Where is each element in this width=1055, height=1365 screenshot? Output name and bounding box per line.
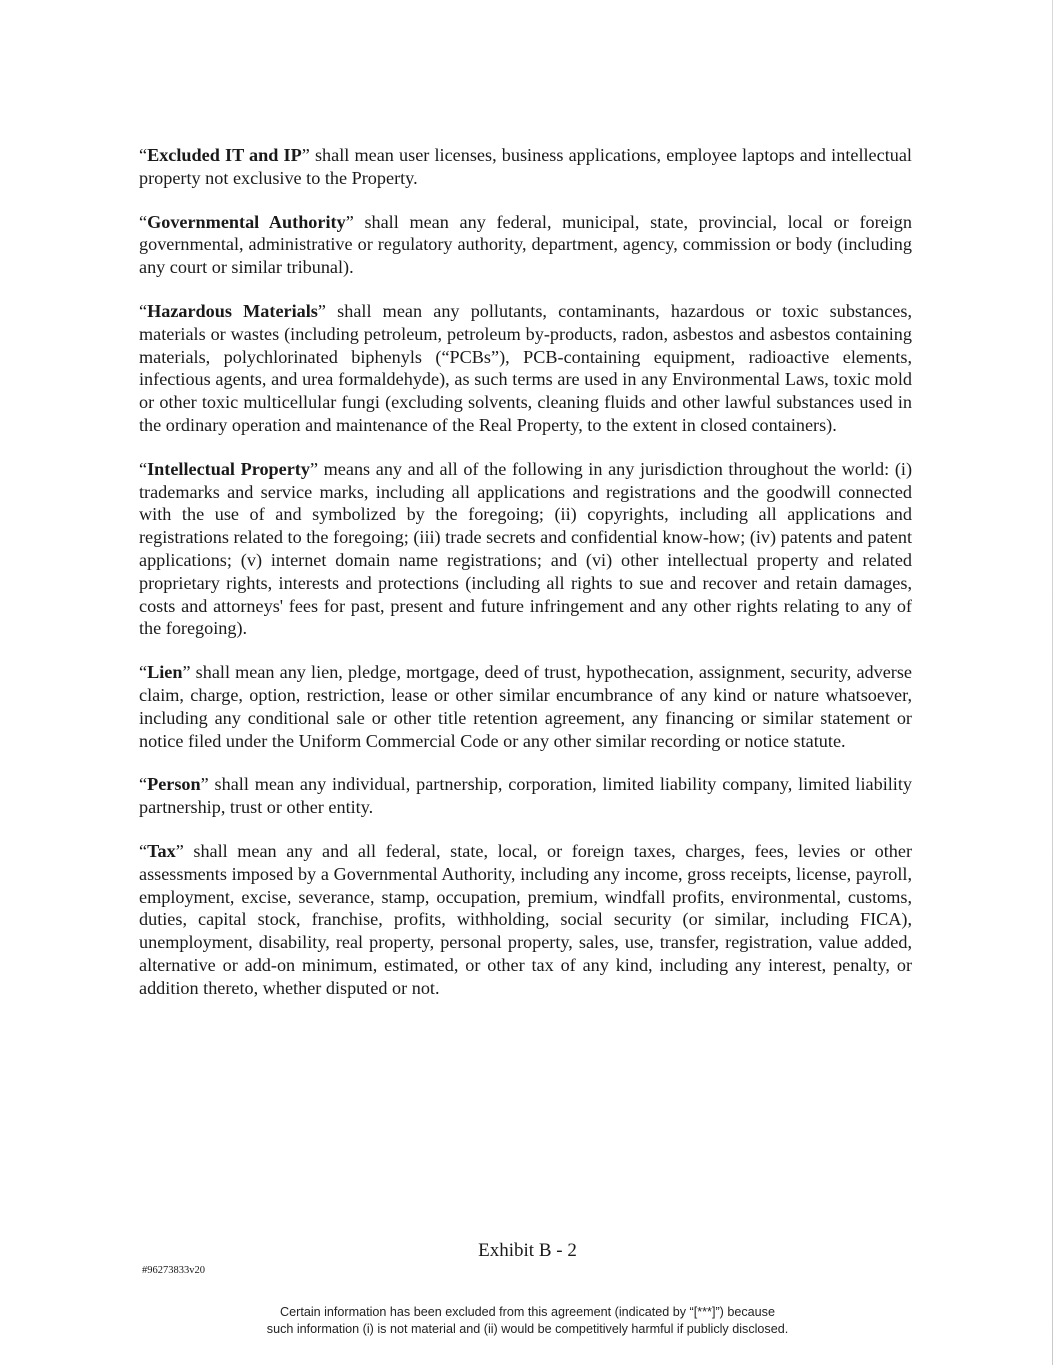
definition-text: shall mean any individual, partnership, corporation, limited liability company, limited liability partnership, trust or other entity. bbox=[139, 774, 912, 818]
definition-text: shall mean user licenses, business applications, employee laptops and intellectual property not exclusive to the Property. bbox=[139, 145, 912, 188]
redaction-disclaimer bbox=[0, 1304, 1055, 1338]
term-person: Person bbox=[147, 774, 201, 795]
definition-hazardous-materials: “Hazardous Materials” shall mean any pollutants, contaminants, hazardous or toxic substances, materials or wastes (including petroleum, petroleum by-products, radon, asbestos and asbestos containing materials, polychlorinated biphenyls (“PCBs”), PCB-containing equipment, radioactive elements, infectious agents, and urea formaldehyde), as such terms are used in any Environmental Laws, toxic mold or other toxic multicellular fungi (excluding solvents, cleaning fluids and other lawful substances used in the ordinary operation and maintenance of the Real Property, to the extent in closed containers). bbox=[139, 300, 912, 435]
definition-governmental-authority: “Governmental Authority” shall mean any federal, municipal, state, provincial, local or foreign governmental, administrative or regulatory authority, department, agency, commission or body (including any court or similar tribunal). bbox=[139, 211, 912, 278]
page-edge-line bbox=[1052, 0, 1053, 1365]
definitions-section bbox=[139, 144, 912, 1021]
definition-text: shall mean any and all federal, state, local, or foreign taxes, charges, fees, levies or other assessments imposed by a Governmental Authority, including any income, gross receipts, license, payroll, employment, excise, severance, stamp, occupation, premium, windfall profits, environmental, customs, duties, capital stock, franchise, profits, withholding, social security (or similar, including FICA), unemployment, disability, real property, personal property, sales, use, transfer, registration, value added, alternative or add-on minimum, estimated, or other tax of any kind, including any interest, penalty, or addition thereto, whether disputed or not. bbox=[139, 840, 912, 998]
definition-excluded-it-and-ip: “Excluded IT and IP” shall mean user licenses, business applications, employee laptops and intellectual property not exclusive to the Property. bbox=[139, 145, 912, 188]
term-tax: Tax bbox=[147, 840, 176, 861]
definition-lien: “Lien” shall mean any lien, pledge, mortgage, deed of trust, hypothecation, assignment, security, adverse claim, charge, option, restriction, lease or other similar encumbrance of any kind or nature whatsoever, including any conditional sale or other title retention agreement, any financing or similar statement or notice filed under the Uniform Commercial Code or any other similar recording or notice statute. bbox=[139, 662, 912, 751]
term-hazardous-materials: Hazardous Materials bbox=[147, 300, 318, 321]
definition-text: shall mean any federal, municipal, state, provincial, local or foreign governmental, administrative or regulatory authority, department, agency, commission or body (including any court or similar tribunal). bbox=[139, 211, 912, 278]
term-intellectual-property: Intellectual Property bbox=[147, 458, 310, 479]
disclaimer-line-1: Certain information has been excluded from this agreement (indicated by “[***]”) because bbox=[280, 1305, 775, 1319]
definition-text: means any and all of the following in any jurisdiction throughout the world: (i) trademarks and service marks, including all applications and registrations and the goodwill connected with the use of and symbolized by the foregoing; (ii) copyrights, including all applications and registrations related to the foregoing; (iii) trade secrets and confidential know-how; (iv) patents and patent applications; (v) internet domain name registrations; and (vi) other intellectual property and related proprietary rights, interests and protections (including all rights to sue and recover and retain damages, costs and attorneys' fees for past, present and future infringement and any other rights relating to any of the foregoing). bbox=[139, 458, 912, 639]
term-governmental-authority: Governmental Authority bbox=[147, 211, 346, 232]
term-excluded-it-and-ip: Excluded IT and IP bbox=[147, 145, 302, 165]
term-lien: Lien bbox=[147, 662, 183, 683]
definition-text: shall mean any lien, pledge, mortgage, deed of trust, hypothecation, assignment, security, adverse claim, charge, option, restriction, lease or other similar encumbrance of any kind or nature whatsoever, including any conditional sale or other title retention agreement, any financing or similar statement or notice filed under the Uniform Commercial Code or any other similar recording or notice statute. bbox=[139, 662, 912, 751]
definition-tax: “Tax” shall mean any and all federal, state, local, or foreign taxes, charges, fees, levies or other assessments imposed by a Governmental Authority, including any income, gross receipts, license, payroll, employment, excise, severance, stamp, occupation, premium, windfall profits, environmental, customs, duties, capital stock, franchise, profits, withholding, social security (or similar, including FICA), unemployment, disability, real property, personal property, sales, use, transfer, registration, value added, alternative or add-on minimum, estimated, or other tax of any kind, including any interest, penalty, or addition thereto, whether disputed or not. bbox=[139, 840, 912, 998]
document-number: #96273833v20 bbox=[142, 1265, 205, 1276]
definition-text: shall mean any pollutants, contaminants, hazardous or toxic substances, materials or wastes (including petroleum, petroleum by-products, radon, asbestos and asbestos containing materials, polychlorinated biphenyls (“PCBs”), PCB-containing equipment, radioactive elements, infectious agents, and urea formaldehyde), as such terms are used in any Environmental Laws, toxic mold or other toxic multicellular fungi (excluding solvents, cleaning fluids and other lawful substances used in the ordinary operation and maintenance of the Real Property, to the extent in closed containers). bbox=[139, 300, 912, 435]
definition-person: “Person” shall mean any individual, partnership, corporation, limited liability company, limited liability partnership, trust or other entity. bbox=[139, 774, 912, 818]
disclaimer-line-2: such information (i) is not material and (ii) would be competitively harmful if publicly disclosed. bbox=[266, 1322, 789, 1336]
definition-intellectual-property: “Intellectual Property” means any and all of the following in any jurisdiction throughout the world: (i) trademarks and service marks, including all applications and registrations and the goodwill connected with the use of and symbolized by the foregoing; (ii) copyrights, including all applications and registrations related to the foregoing; (iii) trade secrets and confidential know-how; (iv) patents and patent applications; (v) internet domain name registrations; and (vi) other intellectual property and related proprietary rights, interests and protections (including all rights to sue and recover and retain damages, costs and attorneys' fees for past, present and future infringement and any other rights relating to any of the foregoing). bbox=[139, 458, 912, 639]
exhibit-label: Exhibit B - 2 bbox=[478, 1240, 577, 1261]
